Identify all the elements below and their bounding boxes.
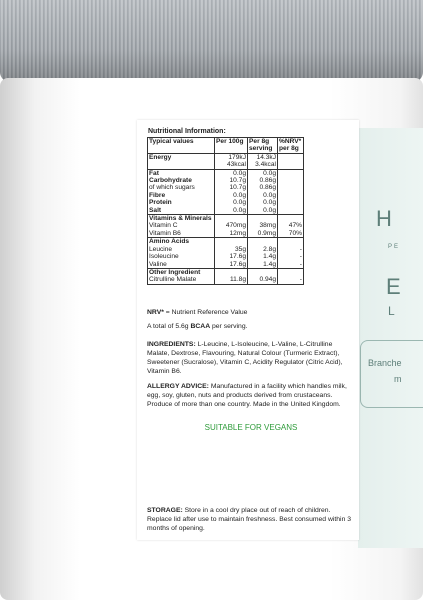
- brand-sub: PE: [388, 244, 401, 250]
- nutrition-header-row: [148, 138, 304, 154]
- energy-label: Energy: [149, 153, 172, 161]
- energy-kj-8: 14.3kJ: [256, 153, 276, 161]
- vitamin-b6-nrv: 70%: [288, 229, 302, 237]
- bcaa-note: [147, 322, 355, 331]
- isoleucine-label: Isoleucine: [149, 253, 179, 261]
- leucine-100: 35g: [234, 245, 246, 253]
- product-letter: E: [386, 274, 401, 299]
- energy-kcal-100: 43kcal: [226, 161, 246, 169]
- protein-100: 0.0g: [233, 199, 246, 207]
- header-per100: Per 100g: [215, 138, 248, 154]
- vitamin-b6-label: Vitamin B6: [149, 229, 181, 237]
- citrulline-label: Citrulline Malate: [149, 276, 197, 284]
- carb-8: 0.86g: [259, 177, 276, 185]
- allergy-heading: ALLERGY ADVICE:: [147, 383, 209, 390]
- allergy-text: Manufactured in a facility which handles milk, egg, soy, gluten, nuts and products derived from crustaceans. Produce of more than one country. Made in the United Kingdom.: [147, 383, 347, 408]
- leucine-label: Leucine: [149, 245, 173, 253]
- nrv-text: = Nutrient Reference Value: [163, 309, 248, 316]
- other-heading: Other Ingredient: [149, 268, 201, 276]
- vegan-badge: SUITABLE FOR VEGANS: [204, 423, 298, 432]
- valine-label: Valine: [149, 260, 167, 268]
- citrulline-nrv: -: [299, 276, 302, 284]
- table-row: [148, 215, 304, 238]
- vitamin-c-nrv: 47%: [288, 222, 302, 230]
- table-row: [148, 169, 304, 214]
- fat-8: 0.0g: [263, 169, 276, 177]
- product-desc-2: m: [394, 374, 402, 384]
- energy-kcal-8: 3.4kcal: [255, 161, 276, 169]
- ingredients-heading: INGREDIENTS:: [147, 341, 196, 348]
- nutrition-title: Nutritional Information:: [148, 128, 226, 135]
- vitamin-b6-100: 12mg: [229, 229, 246, 237]
- vitamins-heading: Vitamins & Minerals: [149, 215, 212, 223]
- leucine-nrv: -: [299, 245, 302, 253]
- vitamin-c-8: 38mg: [259, 222, 276, 230]
- sugars-100: 10.7g: [229, 184, 246, 192]
- storage-heading: STORAGE:: [147, 507, 183, 514]
- front-label-banner: [360, 340, 423, 408]
- sugars-label: of which sugars: [149, 184, 195, 192]
- bcaa-pre: A total of 5.6g: [147, 323, 191, 330]
- bcaa-post: per serving.: [210, 323, 248, 330]
- front-label-panel: [358, 128, 423, 548]
- vitamin-b6-8: 0.9mg: [257, 229, 276, 237]
- bcaa-bold: BCAA: [190, 323, 211, 330]
- valine-100: 17.6g: [229, 260, 246, 268]
- vitamin-c-label: Vitamin C: [149, 222, 178, 230]
- valine-8: 1.4g: [263, 260, 276, 268]
- amino-heading: Amino Acids: [149, 238, 190, 246]
- sugars-8: 0.86g: [259, 184, 276, 192]
- citrulline-8: 0.94g: [259, 276, 276, 284]
- valine-nrv: -: [299, 260, 302, 268]
- citrulline-100: 11.8g: [229, 276, 246, 284]
- storage-block: [147, 506, 355, 533]
- protein-label: Protein: [149, 199, 172, 207]
- brand-letter: H: [376, 206, 394, 231]
- fibre-8: 0.0g: [263, 191, 276, 199]
- table-row: [148, 153, 304, 169]
- allergy-block: [147, 382, 355, 409]
- fibre-100: 0.0g: [233, 191, 246, 199]
- fibre-label: Fibre: [149, 191, 166, 199]
- vitamin-c-100: 470mg: [225, 222, 246, 230]
- storage-text: Store in a cool dry place out of reach of children. Replace lid after use to maintain freshness. Best consumed within 3 months of opening.: [147, 507, 352, 532]
- isoleucine-nrv: -: [299, 253, 302, 261]
- salt-label: Salt: [149, 206, 162, 214]
- ingredients-text: L-Leucine, L-Isoleucine, L-Valine, L-Citrulline Malate, Dextrose, Flavouring, Natural Colour (Turmeric Extract), Sweetener (Sucralose), Vitamin C, Acidity Regulator (Citric Acid), Vitamin B6.: [147, 341, 343, 375]
- salt-100: 0.0g: [233, 206, 246, 214]
- header-per8: Per 8g serving: [248, 138, 278, 154]
- protein-8: 0.0g: [263, 199, 276, 207]
- product-sub-letter: L: [388, 304, 395, 318]
- nutrition-table: [147, 137, 304, 285]
- fat-100: 0.0g: [233, 169, 246, 177]
- fat-label: Fat: [149, 169, 159, 177]
- salt-8: 0.0g: [263, 206, 276, 214]
- nrv-key: NRV*: [147, 309, 164, 316]
- energy-kj-100: 179kJ: [228, 153, 246, 161]
- carb-100: 10.7g: [229, 177, 246, 185]
- leucine-8: 2.8g: [263, 245, 276, 253]
- isoleucine-100: 17.6g: [229, 253, 246, 261]
- nrv-footnote: [147, 308, 355, 317]
- ingredients-block: [147, 340, 355, 376]
- header-typical: Typical values: [148, 138, 215, 154]
- carb-label: Carbohydrate: [149, 177, 192, 185]
- product-desc-1: Branche: [368, 358, 402, 368]
- isoleucine-8: 1.4g: [263, 253, 276, 261]
- table-row: [148, 268, 304, 284]
- table-row: [148, 238, 304, 269]
- header-nrv: %NRV* per 8g: [278, 138, 304, 154]
